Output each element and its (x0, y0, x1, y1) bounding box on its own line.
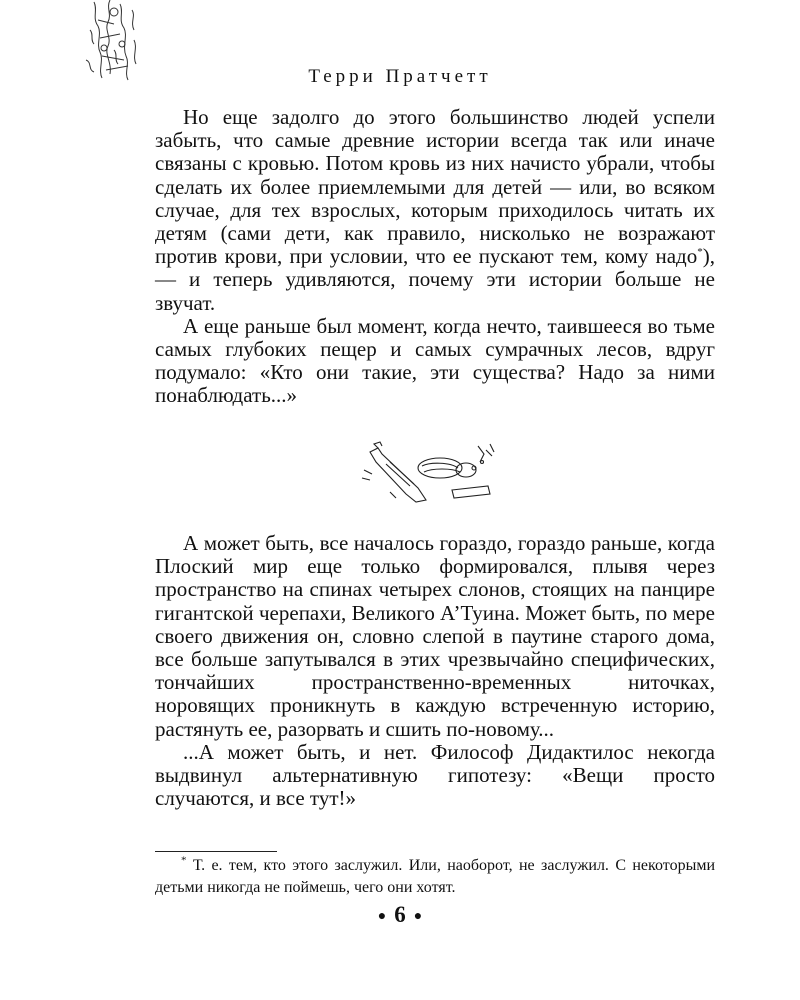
text-section-2 (155, 532, 715, 810)
paragraph: А может быть, все началось гораздо, гораздо раньше, когда Плоский мир еще только формировался, плывя через пространство на спинах четырех слонов, стоящих на панцире гигантской черепахи, Великого А’Туина. Может быть, по мере своего движения он, словно слепой в паутине старого дома, все больше запутывался в этих чрезвычайно специфических, тончайших пространственно-временных ниточках, норовящих проникнуть в каждую встреченную историю, растянуть ее, разорвать и сшить по-новому... (155, 531, 715, 741)
bullet-icon: ● (377, 908, 387, 924)
text-section-1 (155, 106, 715, 408)
footnote-marker: * (181, 854, 187, 867)
running-head-author: Терри Пратчетт (308, 66, 492, 87)
footnote-marker: * (697, 246, 703, 259)
paragraph: А еще раньше был момент, когда нечто, таившееся во тьме самых глубоких пещер и самых сумрачных лесов, вдруг подумало: «Кто они такие, эти существа? Надо за ними понаблюдать...» (155, 313, 715, 408)
paragraph: Но еще задолго до этого большинство людей успели забыть, что самые древние истории всегда так или иначе связаны с кровью. Потом кровь из них начисто убрали, чтобы сделать их более приемлемыми для детей — или, во всяком случае, для тех взрослых, которым приходилось читать их детям (сами дети, как правило, нисколько не возражают против крови, при условии, что ее пускают тем, кому надо*), — и теперь удивляются, почему эти истории больше не звучат. (155, 105, 715, 315)
footnote: * Т. е. тем, кто этого заслужил. Или, наоборот, не заслужил. С некоторыми детьми никогда не поймешь, чего они хотят. (155, 854, 715, 896)
page-number: ● 6 ● (0, 902, 800, 928)
footnote-rule (155, 851, 277, 852)
bottle-and-bread-vignette (360, 440, 508, 504)
bullet-icon: ● (413, 908, 423, 924)
paragraph: ...А может быть, и нет. Философ Дидактилос некогда выдвинул альтернативную гипотезу: «Вещи просто случаются, и все тут!» (155, 739, 715, 811)
